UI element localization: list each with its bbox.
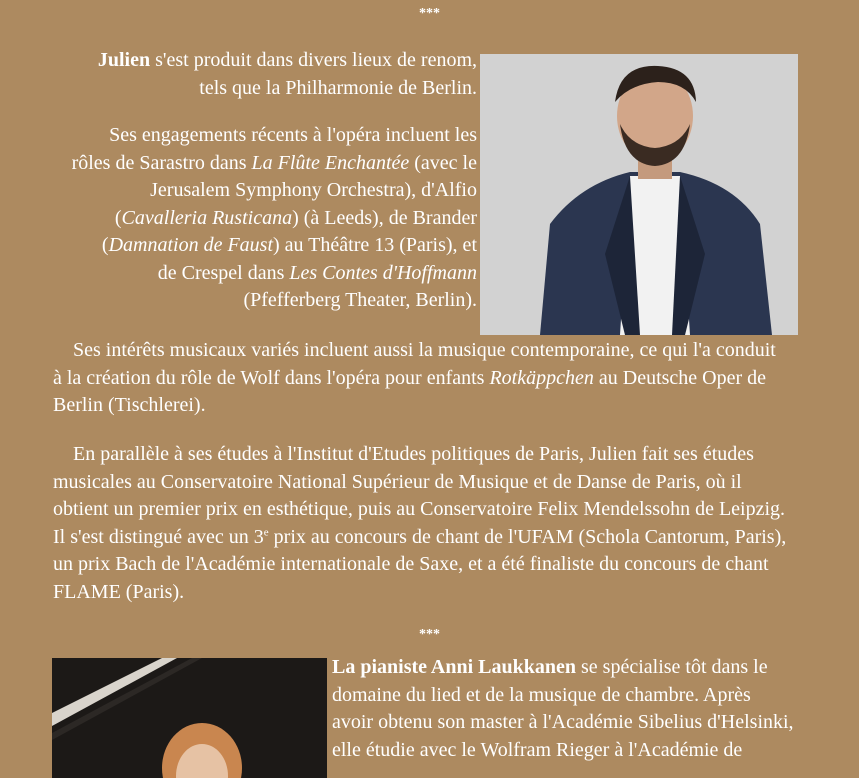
contemporary-line: Ses intérêts musicaux variés incluent aussi la musique contemporaine, ce qui l'a conduit bbox=[73, 339, 776, 361]
julien-opera-paragraph bbox=[40, 122, 477, 315]
contemporary-line: Berlin (Tischlerei). bbox=[53, 394, 206, 416]
separator-top: *** bbox=[419, 6, 440, 21]
anni-line: elle étudie avec le Wolfram Rieger à l'Académie de bbox=[332, 738, 743, 761]
opera-line: (Damnation de Faust) au Théâtre 13 (Paris), et bbox=[101, 234, 477, 256]
opera-line: Ses engagements récents à l'opéra incluent les bbox=[109, 124, 477, 146]
studies-line: un prix Bach de l'Académie internationale de Saxe, et a été finaliste du concours de chant bbox=[53, 553, 769, 575]
studies-line: FLAME (Paris). bbox=[53, 580, 185, 603]
julien-intro-text: s'est produit dans divers lieux de renom, bbox=[150, 49, 477, 71]
contemporary-line: à la création du rôle de Wolf dans l'opéra pour enfants Rotkäppchen au Deutsche Oper de bbox=[53, 366, 767, 389]
julien-contemporary-paragraph bbox=[53, 337, 813, 420]
studies-line: musicales au Conservatoire National Supérieur de Musique et de Danse de Paris, où il bbox=[53, 470, 742, 493]
opera-title: Les Contes d'Hoffmann bbox=[289, 261, 477, 284]
opera-title: Rotkäppchen bbox=[489, 366, 594, 389]
anni-line: avoir obtenu son master à l'Académie Sibelius d'Helsinki, bbox=[332, 711, 794, 733]
anni-paragraph bbox=[332, 654, 822, 764]
anni-line: domaine du lied et de la musique de chambre. Après bbox=[332, 683, 751, 706]
separator-middle: *** bbox=[419, 627, 440, 642]
julien-intro bbox=[60, 47, 477, 102]
opera-line: Jerusalem Symphony Orchestra), d'Alfio bbox=[150, 179, 477, 201]
opera-line: de Crespel dans Les Contes d'Hoffmann bbox=[157, 261, 477, 284]
opera-title: Cavalleria Rusticana bbox=[121, 206, 293, 229]
opera-title: La Flûte Enchantée bbox=[251, 151, 410, 174]
opera-line: rôles de Sarastro dans La Flûte Enchantée (avec le bbox=[71, 151, 477, 174]
julien-name: Julien bbox=[97, 49, 151, 71]
opera-line: (Cavalleria Rusticana) (à Leeds), de Brander bbox=[114, 206, 477, 229]
julien-photo bbox=[480, 54, 798, 335]
studies-line: En parallèle à ses études à l'Institut d'Etudes politiques de Paris, Julien fait ses études bbox=[73, 443, 754, 465]
anni-name: La pianiste Anni Laukkanen bbox=[332, 656, 576, 678]
studies-line: Il s'est distingué avec un 3e prix au concours de chant de l'UFAM (Schola Cantorum, Paris), bbox=[53, 525, 787, 548]
anni-line: La pianiste Anni Laukkanen se spécialise tôt dans le bbox=[332, 656, 768, 678]
julien-studies-paragraph bbox=[53, 441, 823, 606]
anni-photo bbox=[52, 658, 327, 778]
julien-intro-line2: tels que la Philharmonie de Berlin. bbox=[199, 76, 477, 99]
opera-title: Damnation de Faust bbox=[108, 234, 273, 256]
studies-line: obtient un premier prix en esthétique, puis au Conservatoire Felix Mendelssohn de Leipzig. bbox=[53, 498, 786, 520]
opera-line: (Pfefferberg Theater, Berlin). bbox=[243, 289, 477, 311]
